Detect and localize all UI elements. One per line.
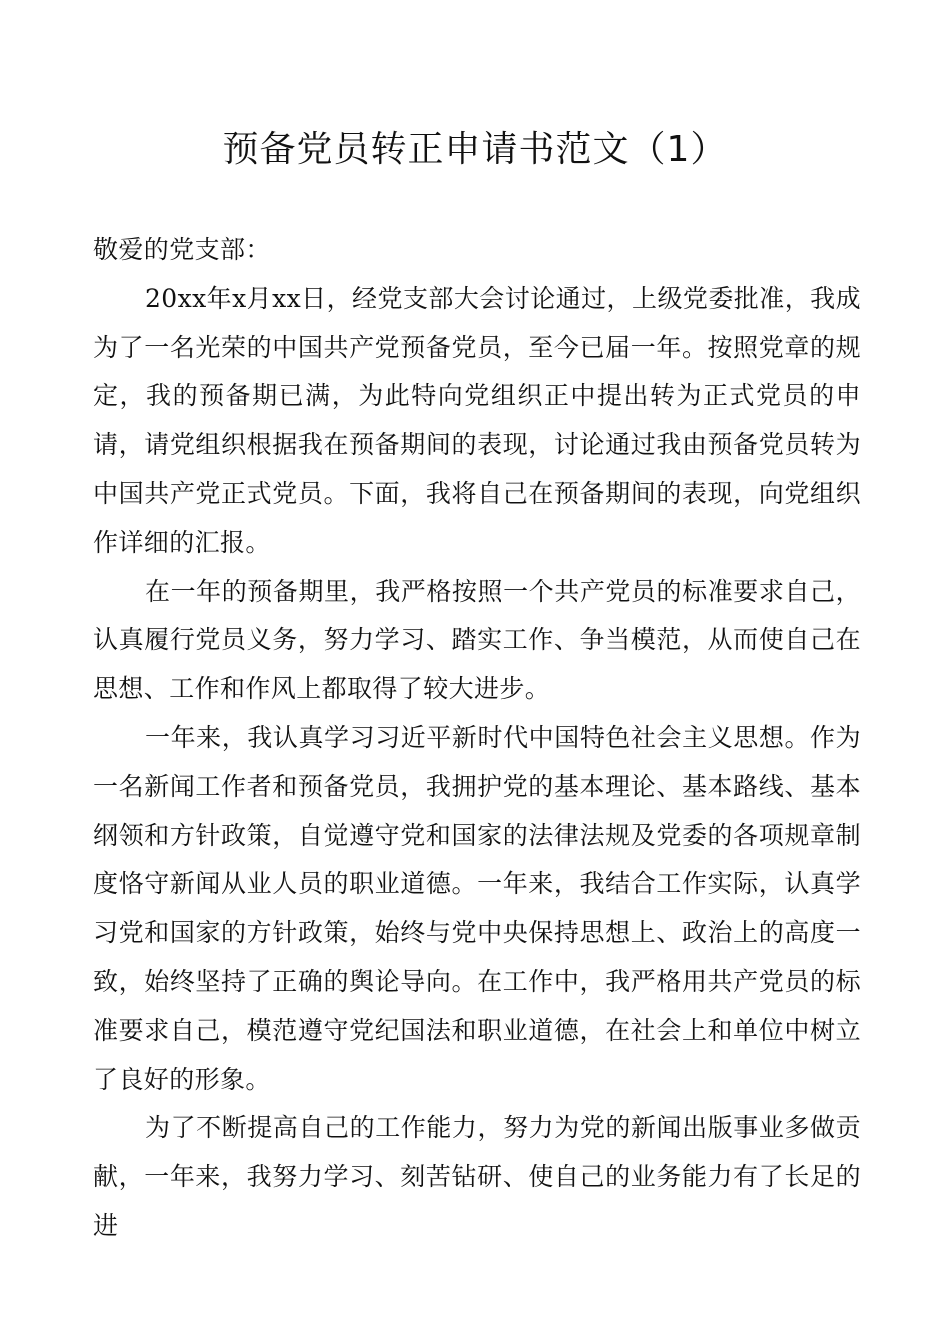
document-title: 预备党员转正申请书范文（1）	[222, 129, 728, 170]
paragraph-4: 为了不断提高自己的工作能力，努力为党的新闻出版事业多做贡献，一年来，我努力学习、刻苦钻研、使自己的业务能力有了长足的进	[93, 1113, 861, 1240]
paragraph-3: 一年来，我认真学习习近平新时代中国特色社会主义思想。作为一名新闻工作者和预备党员，我拥护党的基本理论、基本路线、基本纲领和方针政策，自觉遵守党和国家的法律法规及党委的各项规章制度恪守新闻从业人员的职业道德。一年来，我结合工作实际，认真学习党和国家的方针政策，始终与党中央保持思想上、政治上的高度一致，始终坚持了正确的舆论导向。在工作中，我严格用共产党员的标准要求自己，模范遵守党纪国法和职业道德，在社会上和单位中树立了良好的形象。	[93, 722, 861, 1094]
paragraph-2: 在一年的预备期里，我严格按照一个共产党员的标准要求自己，认真履行党员义务，努力学习、踏实工作、争当模范，从而使自己在思想、工作和作风上都取得了较大进步。	[93, 576, 861, 704]
paragraph-1: 20xx年x月xx日，经党支部大会讨论通过，上级党委批准，我成为了一名光荣的中国共产党预备党员，至今已届一年。按照党章的规定，我的预备期已满，为此特向党组织正中提出转为正式党员的申请，请党组织根据我在预备期间的表现，讨论通过我由预备党员转为中国共产党正式党员。下面，我将自己在预备期间的表现，向党组织作详细的汇报。	[93, 283, 861, 557]
document-body	[93, 226, 861, 1251]
salutation: 敬爱的党支部：	[93, 235, 271, 264]
